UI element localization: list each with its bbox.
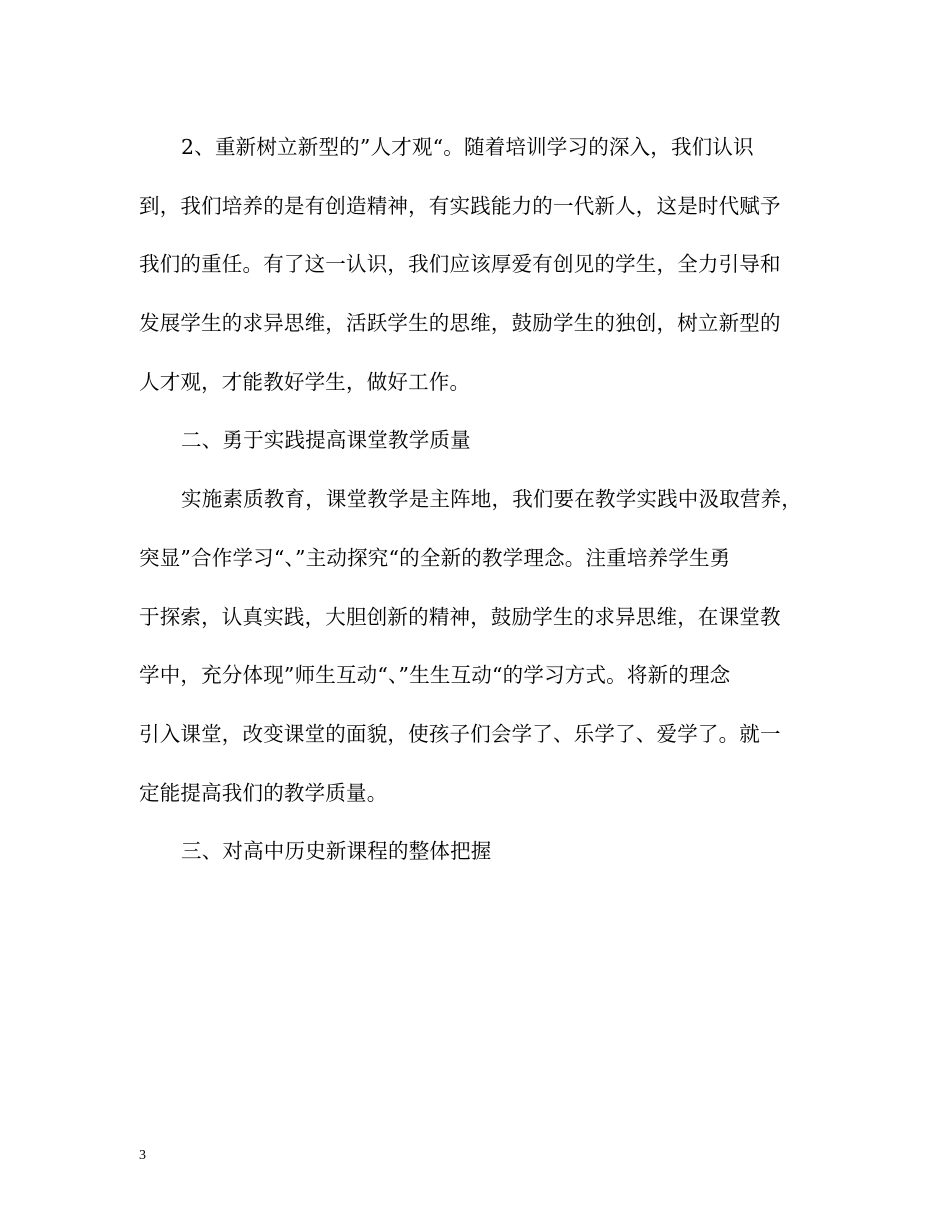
- section-heading-3: 三、对高中历史新课程的整体把握: [181, 839, 492, 864]
- paragraph-line-9: 于探索，认真实践，大胆创新的精神，鼓励学生的求异思维，在课堂教: [139, 604, 781, 629]
- section-heading-2: 二、勇于实践提高课堂教学质量: [181, 428, 471, 453]
- document-body: [139, 118, 829, 881]
- page-number: 3: [139, 1148, 146, 1163]
- paragraph-line-4: 发展学生的求异思维，活跃学生的思维，鼓励学生的独创，树立新型的: [139, 311, 781, 336]
- paragraph-line-11: 引入课堂，改变课堂的面貌，使孩子们会学了、乐学了、爱学了。就一: [139, 721, 781, 746]
- paragraph-line-7: 实施素质教育，课堂教学是主阵地，我们要在教学实践中汲取营养，: [181, 487, 802, 512]
- paragraph-line-1: 2、重新树立新型的”人才观“。随着培训学习的深入，我们认识: [181, 135, 754, 159]
- paragraph-line-8: 突显”合作学习“、”主动探究“的全新的教学理念。注重培养学生勇: [139, 545, 731, 570]
- paragraph-line-3: 我们的重任。有了这一认识，我们应该厚爱有创见的学生，全力引导和: [139, 252, 781, 277]
- paragraph-line-2: 到，我们培养的是有创造精神，有实践能力的一代新人，这是时代赋予: [139, 193, 781, 218]
- paragraph-line-10: 学中，充分体现”师生互动“、”生生互动“的学习方式。将新的理念: [139, 663, 731, 688]
- paragraph-line-12: 定能提高我们的教学质量。: [139, 780, 388, 805]
- paragraph-line-5: 人才观，才能教好学生，做好工作。: [139, 369, 471, 394]
